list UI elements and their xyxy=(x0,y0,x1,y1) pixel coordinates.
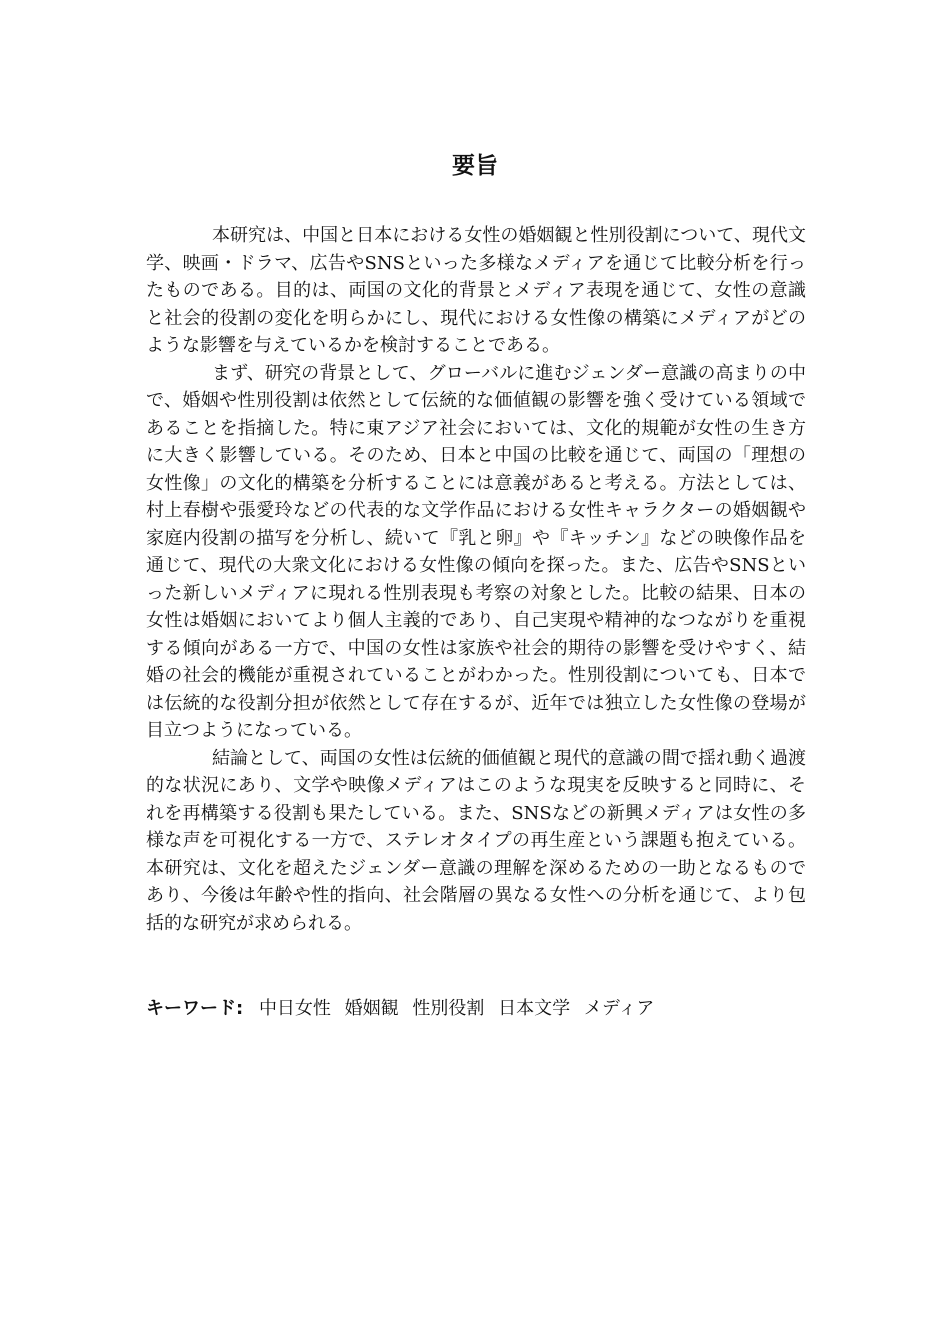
keyword-item: 婚姻観 xyxy=(344,998,399,1019)
abstract-paragraph: 本研究は、中国と日本における女性の婚姻観と性別役割について、現代文学、映画・ドラマ、広告やSNSといった多様なメディアを通じて比較分析を行ったものである。目的は、両国の文化的背景とメディア表現を通じて、女性の意識と社会的役割の変化を明らかにし、現代における女性像の構築にメディアがどのような影響を与えているかを検討することである。 xyxy=(146,225,806,356)
keywords-label: キーワード: xyxy=(146,998,244,1019)
keyword-item: 日本文学 xyxy=(498,998,571,1019)
abstract-paragraph: まず、研究の背景として、グローバルに進むジェンダー意識の高まりの中で、婚姻や性別役割は依然として伝統的な価値観の影響を強く受けている領域であることを指摘した。特に東アジア社会においては、文化的規範が女性の生き方に大きく影響している。そのため、日本と中国の比較を通じて、両国の「理想の女性像」の文化的構築を分析することには意義があると考える。方法としては、村上春樹や張愛玲などの代表的な文学作品における女性キャラクターの婚姻観や家庭内役割の描写を分析し、続いて『乳と卵』や『キッチン』などの映像作品を通じて、現代の大衆文化における女性像の傾向を探った。また、広告やSNSといった新しいメディアに現れる性別表現も考察の対象とした。比較の結果、日本の女性は婚姻においてより個人主義的であり、自己実現や精神的なつながりを重視する傾向がある一方で、中国の女性は家族や社会的期待の影響を受けやすく、結婚の社会的機能が重視されていることがわかった。性別役割についても、日本では伝統的な役割分担が依然として存在するが、近年では独立した女性像の登場が目立つようになっている。 xyxy=(146,362,806,741)
keyword-item: メディア xyxy=(583,998,655,1019)
keywords-line xyxy=(146,994,806,1024)
abstract-paragraph: 結論として、両国の女性は伝統的価値観と現代的意識の間で揺れ動く過渡的な状況にあり、文学や映像メディアはこのような現実を反映すると同時に、それを再構築する役割も果たしている。また、SNSなどの新興メディアは女性の多様な声を可視化する一方で、ステレオタイプの再生産という課題も抱えている。本研究は、文化を超えたジェンダー意識の理解を深めるための一助となるものであり、今後は年齢や性的指向、社会階層の異なる女性への分析を通じて、より包括的な研究が求められる。 xyxy=(146,747,806,934)
abstract-title: 要旨 xyxy=(452,153,498,179)
keyword-item: 中日女性 xyxy=(258,998,331,1019)
keyword-item: 性別役割 xyxy=(412,998,485,1019)
abstract-body xyxy=(146,222,806,937)
